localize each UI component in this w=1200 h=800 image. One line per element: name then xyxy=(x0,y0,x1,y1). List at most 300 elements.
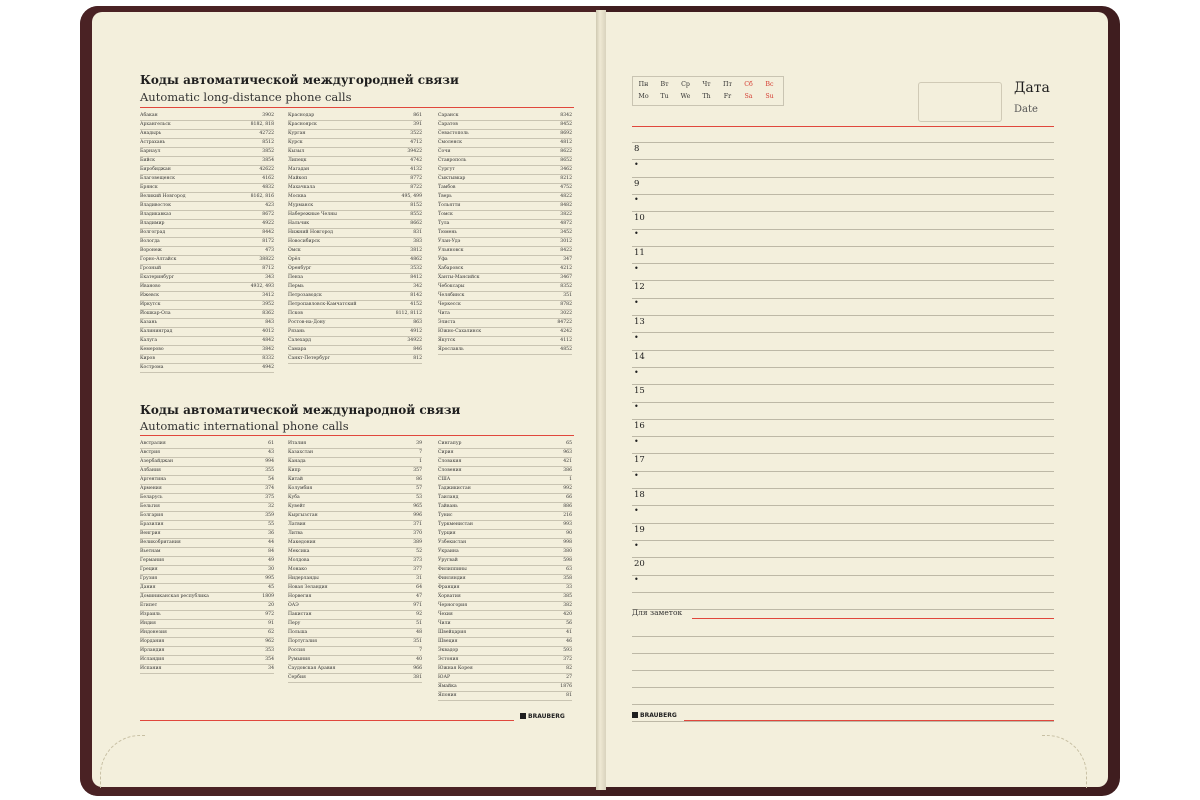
code-row xyxy=(438,193,572,202)
city-name: Элиста xyxy=(438,320,456,325)
city-name: Тверь xyxy=(438,194,452,199)
dial-code: 380 xyxy=(563,549,572,554)
code-row xyxy=(140,611,274,620)
city-name: Кострома xyxy=(140,365,164,370)
dial-code: 1876 xyxy=(560,684,572,689)
dial-code: 996 xyxy=(413,513,422,518)
dial-code: 381 xyxy=(413,675,422,680)
dial-code: 8152 xyxy=(410,203,422,208)
notes-line xyxy=(632,636,1054,637)
code-row xyxy=(140,319,274,328)
weekday-2[interactable]: Tu xyxy=(660,93,669,100)
city-name: Канада xyxy=(288,459,306,464)
dial-code: 8652 xyxy=(560,158,572,163)
code-row xyxy=(288,449,422,458)
city-name: Благовещенск xyxy=(140,176,176,181)
city-name: Нижний Новгород xyxy=(288,230,334,235)
city-name: Дания xyxy=(140,585,156,590)
hour-label: 13 xyxy=(634,317,645,327)
dial-code: 8142 xyxy=(410,293,422,298)
city-name: Германия xyxy=(140,558,165,563)
notes-line xyxy=(632,670,1054,671)
international-column-2 xyxy=(288,440,422,683)
code-row xyxy=(140,157,274,166)
dial-code: 374 xyxy=(265,486,274,491)
dial-code: 966 xyxy=(413,666,422,671)
code-row xyxy=(288,247,422,256)
half-hour-dot: • xyxy=(634,333,639,342)
code-row xyxy=(140,494,274,503)
city-name: Хорватия xyxy=(438,594,461,599)
ruled-line xyxy=(632,298,1054,299)
city-name: Набережные Челны xyxy=(288,212,337,217)
code-row xyxy=(438,166,572,175)
code-row xyxy=(140,584,274,593)
half-hour-dot: • xyxy=(634,194,639,204)
city-name: ОАЭ xyxy=(288,603,299,608)
code-row xyxy=(140,485,274,494)
half-hour-dot: • xyxy=(634,229,639,239)
code-row xyxy=(140,364,274,373)
notes-line xyxy=(632,687,1054,688)
city-name: Китай xyxy=(288,477,303,482)
code-row xyxy=(438,130,572,139)
dial-code: 8782 xyxy=(560,302,572,307)
code-row xyxy=(438,301,572,310)
city-name: Хабаровск xyxy=(438,266,464,271)
weekday-6[interactable]: Sa xyxy=(744,93,753,100)
weekday-5[interactable]: Fr xyxy=(723,93,732,100)
date-label-en: Date xyxy=(1014,104,1038,115)
dial-code: 4132 xyxy=(410,167,422,172)
code-row xyxy=(140,220,274,229)
city-name: Румыния xyxy=(288,657,311,662)
notebook-spine xyxy=(596,10,606,790)
code-row xyxy=(438,566,572,575)
ruled-line xyxy=(632,471,1054,472)
dial-code: 8712 xyxy=(262,266,274,271)
city-name: Воронеж xyxy=(140,248,162,253)
weekday-5[interactable]: Пт xyxy=(723,81,732,88)
red-rule xyxy=(140,435,574,436)
dial-code: 4942 xyxy=(262,365,274,370)
city-name: Магадан xyxy=(288,167,310,172)
code-row xyxy=(140,602,274,611)
dial-code: 1809 xyxy=(262,594,274,599)
code-row xyxy=(140,665,274,674)
dial-code: 47 xyxy=(416,594,422,599)
dial-code: 42622 xyxy=(259,167,274,172)
dial-code: 8722 xyxy=(410,185,422,190)
dial-code: 8552 xyxy=(410,212,422,217)
city-name: Тюмень xyxy=(438,230,457,235)
dial-code: 3842 xyxy=(262,347,274,352)
weekday-7[interactable]: Su xyxy=(765,93,774,100)
city-name: ЮАР xyxy=(438,675,451,680)
code-row xyxy=(288,548,422,557)
code-row xyxy=(438,202,572,211)
city-name: Азербайджан xyxy=(140,459,174,464)
dial-code: 358 xyxy=(563,576,572,581)
code-row xyxy=(140,566,274,575)
city-name: Тула xyxy=(438,221,450,226)
dial-code: 343 xyxy=(265,275,274,280)
city-name: Йошкар-Ола xyxy=(140,311,171,316)
dial-code: 593 xyxy=(563,648,572,653)
city-name: Словакия xyxy=(438,459,462,464)
weekday-4[interactable]: Чт xyxy=(702,81,711,88)
half-hour-dot: • xyxy=(634,471,639,481)
international-column-3 xyxy=(438,440,572,701)
code-row xyxy=(438,319,572,328)
dial-code: 3522 xyxy=(410,131,422,136)
code-row xyxy=(140,620,274,629)
dial-code: 355 xyxy=(265,468,274,473)
code-row xyxy=(140,512,274,521)
city-name: Швеция xyxy=(438,639,458,644)
code-row xyxy=(288,575,422,584)
date-field[interactable] xyxy=(918,82,1002,122)
city-name: Астрахань xyxy=(140,140,166,145)
code-row xyxy=(288,494,422,503)
city-name: Анадырь xyxy=(140,131,162,136)
code-row xyxy=(288,139,422,148)
dial-code: 216 xyxy=(563,513,572,518)
city-name: Туркменистан xyxy=(438,522,473,527)
dial-code: 3022 xyxy=(560,311,572,316)
code-row xyxy=(438,175,572,184)
code-row xyxy=(288,166,422,175)
code-row xyxy=(140,458,274,467)
city-name: Украина xyxy=(438,549,459,554)
dial-code: 8662 xyxy=(410,221,422,226)
hour-label: 10 xyxy=(634,213,645,224)
code-row xyxy=(288,202,422,211)
dial-code: 373 xyxy=(413,558,422,563)
city-name: Сочи xyxy=(438,149,451,154)
weekday-7[interactable]: Вс xyxy=(765,81,774,88)
code-row xyxy=(438,157,572,166)
ruled-line xyxy=(632,453,1054,454)
code-row xyxy=(140,193,274,202)
dial-code: 389 xyxy=(413,540,422,545)
code-row xyxy=(438,112,572,121)
dial-code: 972 xyxy=(265,612,274,617)
half-hour-dot: • xyxy=(634,367,639,377)
dial-code: 53 xyxy=(416,495,422,500)
code-row xyxy=(140,247,274,256)
city-name: Индонезия xyxy=(140,630,167,635)
dial-code: 4152 xyxy=(410,302,422,307)
dial-code: 8482 xyxy=(560,203,572,208)
code-row xyxy=(288,193,422,202)
city-name: Улан-Удэ xyxy=(438,239,461,244)
city-name: Испания xyxy=(140,666,162,671)
code-row xyxy=(438,274,572,283)
dial-code: 423 xyxy=(265,203,274,208)
city-name: Майкоп xyxy=(288,176,308,181)
red-rule xyxy=(684,720,1054,721)
dial-code: 91 xyxy=(268,621,274,626)
code-row xyxy=(288,647,422,656)
date-label: Дата xyxy=(1014,80,1050,96)
code-row xyxy=(288,674,422,683)
ruled-line xyxy=(632,557,1054,558)
dial-code: 342 xyxy=(413,284,422,289)
city-name: Черногория xyxy=(438,603,468,608)
city-name: Сургут xyxy=(438,167,455,172)
code-row xyxy=(438,530,572,539)
dial-code: 41 xyxy=(566,630,572,635)
city-name: Красноярск xyxy=(288,122,317,127)
city-name: Южная Корея xyxy=(438,666,473,671)
code-row xyxy=(140,283,274,292)
city-name: Архангельск xyxy=(140,122,171,127)
dial-code: 4742 xyxy=(410,158,422,163)
code-row xyxy=(140,148,274,157)
code-row xyxy=(140,593,274,602)
code-row xyxy=(288,539,422,548)
city-name: Волгоград xyxy=(140,230,166,235)
code-row xyxy=(288,629,422,638)
weekday-3[interactable]: Ср xyxy=(681,81,690,88)
code-row xyxy=(288,274,422,283)
code-row xyxy=(140,647,274,656)
city-name: Владикавказ xyxy=(140,212,172,217)
code-row xyxy=(288,310,422,319)
code-row xyxy=(288,557,422,566)
dial-code: 965 xyxy=(413,504,422,509)
dial-code: 371 xyxy=(413,522,422,527)
dial-code: 8112, 8112 xyxy=(395,311,422,316)
dial-code: 62 xyxy=(268,630,274,635)
city-name: Бельгия xyxy=(140,504,160,509)
dial-code: 359 xyxy=(265,513,274,518)
dial-code: 4922 xyxy=(262,221,274,226)
code-row xyxy=(438,539,572,548)
notes-line xyxy=(632,721,1054,722)
dial-code: 81 xyxy=(566,693,572,698)
dial-code: 8172 xyxy=(262,239,274,244)
city-name: Петропавловск-Камчатский xyxy=(288,302,357,307)
code-row xyxy=(140,467,274,476)
city-name: Сирия xyxy=(438,450,454,455)
hour-label: 18 xyxy=(634,490,645,500)
dial-code: 357 xyxy=(413,468,422,473)
code-row xyxy=(438,467,572,476)
code-row xyxy=(288,485,422,494)
dial-code: 4162 xyxy=(262,176,274,181)
city-name: Черкесск xyxy=(438,302,461,307)
city-name: Израиль xyxy=(140,612,161,617)
hour-label: 19 xyxy=(634,524,645,535)
code-row xyxy=(140,521,274,530)
dial-code: 27 xyxy=(566,675,572,680)
dial-code: 3902 xyxy=(262,113,274,118)
hour-label: 9 xyxy=(634,178,640,189)
dial-code: 30 xyxy=(268,567,274,572)
city-name: Япония xyxy=(438,693,457,698)
city-name: Франция xyxy=(438,585,460,590)
dial-code: 8352 xyxy=(560,284,572,289)
ruled-line xyxy=(632,419,1054,420)
dial-code: 39 xyxy=(416,441,422,446)
hour-label: 8 xyxy=(634,144,640,154)
red-rule xyxy=(632,126,1054,127)
domestic-codes-title: Коды автоматической междугородней связи xyxy=(140,73,459,87)
dial-code: 4752 xyxy=(560,185,572,190)
dial-code: 54 xyxy=(268,477,274,482)
code-row xyxy=(438,449,572,458)
dial-code: 7 xyxy=(419,450,422,455)
city-name: Казань xyxy=(140,320,158,325)
brand-logo: BRAUBERG xyxy=(632,712,677,719)
weekday-1[interactable]: Пн xyxy=(638,81,649,88)
city-name: Австрия xyxy=(140,450,161,455)
weekday-4[interactable]: Th xyxy=(702,93,711,100)
dial-code: 382 xyxy=(563,603,572,608)
code-row xyxy=(288,638,422,647)
city-name: Великий Новгород xyxy=(140,194,186,199)
code-row xyxy=(288,440,422,449)
dial-code: 31 xyxy=(416,576,422,581)
dial-code: 495, 499 xyxy=(401,194,422,199)
code-row xyxy=(140,175,274,184)
code-row xyxy=(438,229,572,238)
code-row xyxy=(140,265,274,274)
dial-code: 8412 xyxy=(410,275,422,280)
code-row xyxy=(140,449,274,458)
city-name: Мексика xyxy=(288,549,310,554)
dial-code: 82 xyxy=(566,666,572,671)
code-row xyxy=(288,301,422,310)
city-name: Саратов xyxy=(438,122,458,127)
ruled-line xyxy=(632,142,1054,143)
city-name: Португалия xyxy=(288,639,317,644)
dial-code: 51 xyxy=(416,621,422,626)
ruled-line xyxy=(632,177,1054,178)
dial-code: 46 xyxy=(566,639,572,644)
dial-code: 4212 xyxy=(560,266,572,271)
city-name: Абакан xyxy=(140,113,158,118)
city-name: Курск xyxy=(288,140,303,145)
dial-code: 39422 xyxy=(407,149,422,154)
city-name: Албания xyxy=(140,468,161,473)
code-row xyxy=(438,256,572,265)
city-name: Вьетнам xyxy=(140,549,161,554)
city-name: Пермь xyxy=(288,284,304,289)
dial-code: 40 xyxy=(416,657,422,662)
domestic-column-3 xyxy=(438,112,572,355)
dial-code: 370 xyxy=(413,531,422,536)
hour-label: 12 xyxy=(634,282,645,293)
code-row xyxy=(288,566,422,575)
dial-code: 861 xyxy=(413,113,422,118)
code-row xyxy=(438,647,572,656)
city-name: Ижевск xyxy=(140,293,159,298)
hour-label: 14 xyxy=(634,351,645,362)
dial-code: 34922 xyxy=(407,338,422,343)
weekday-selector xyxy=(632,76,784,106)
code-row xyxy=(288,319,422,328)
dial-code: 3532 xyxy=(410,266,422,271)
city-name: Уругвай xyxy=(438,558,458,563)
city-name: Бийск xyxy=(140,158,155,163)
city-name: Севастополь xyxy=(438,131,469,136)
city-name: Владимир xyxy=(140,221,165,226)
code-row xyxy=(288,530,422,539)
code-row xyxy=(438,148,572,157)
dial-code: 473 xyxy=(265,248,274,253)
code-row xyxy=(288,584,422,593)
code-row xyxy=(288,184,422,193)
city-name: Таиланд xyxy=(438,495,459,500)
code-row xyxy=(438,584,572,593)
code-row xyxy=(140,656,274,665)
dial-code: 4242 xyxy=(560,329,572,334)
code-row xyxy=(140,256,274,265)
half-hour-dot: • xyxy=(634,506,639,515)
half-hour-dot: • xyxy=(634,160,639,169)
city-name: Молдова xyxy=(288,558,310,563)
city-name: Рязань xyxy=(288,329,305,334)
brand-logo: BRAUBERG xyxy=(520,713,565,720)
dial-code: 42722 xyxy=(259,131,274,136)
city-name: Ульяновск xyxy=(438,248,464,253)
notes-line xyxy=(632,653,1054,654)
dial-code: 3812 xyxy=(410,248,422,253)
weekday-3[interactable]: We xyxy=(680,93,691,100)
code-row xyxy=(438,656,572,665)
weekday-1[interactable]: Mo xyxy=(638,93,649,100)
city-name: Челябинск xyxy=(438,293,465,298)
city-name: Пенза xyxy=(288,275,304,280)
dial-code: 8212 xyxy=(560,176,572,181)
dial-code: 32 xyxy=(268,504,274,509)
red-rule xyxy=(140,107,574,108)
city-name: Чита xyxy=(438,311,450,316)
city-name: Македония xyxy=(288,540,316,545)
dial-code: 4712 xyxy=(410,140,422,145)
city-name: Кыргызстан xyxy=(288,513,318,518)
code-row xyxy=(438,265,572,274)
code-row xyxy=(140,202,274,211)
city-name: Иркутск xyxy=(140,302,161,307)
code-row xyxy=(140,440,274,449)
dial-code: 420 xyxy=(563,612,572,617)
dial-code: 8442 xyxy=(262,230,274,235)
city-name: США xyxy=(438,477,451,482)
code-row xyxy=(438,602,572,611)
city-name: Горно-Алтайск xyxy=(140,257,177,262)
code-row xyxy=(288,602,422,611)
city-name: Петрозаводск xyxy=(288,293,322,298)
code-row xyxy=(438,665,572,674)
city-name: Пакистан xyxy=(288,612,312,617)
code-row xyxy=(140,211,274,220)
city-name: Киров xyxy=(140,356,155,361)
code-row xyxy=(140,238,274,247)
weekday-2[interactable]: Вт xyxy=(660,81,669,88)
dial-code: 8362 xyxy=(262,311,274,316)
dial-code: 351 xyxy=(413,639,422,644)
dial-code: 354 xyxy=(265,657,274,662)
weekday-6[interactable]: Сб xyxy=(744,81,753,88)
city-name: Польша xyxy=(288,630,308,635)
dial-code: 386 xyxy=(563,468,572,473)
city-name: Липецк xyxy=(288,158,307,163)
dial-code: 43 xyxy=(268,450,274,455)
